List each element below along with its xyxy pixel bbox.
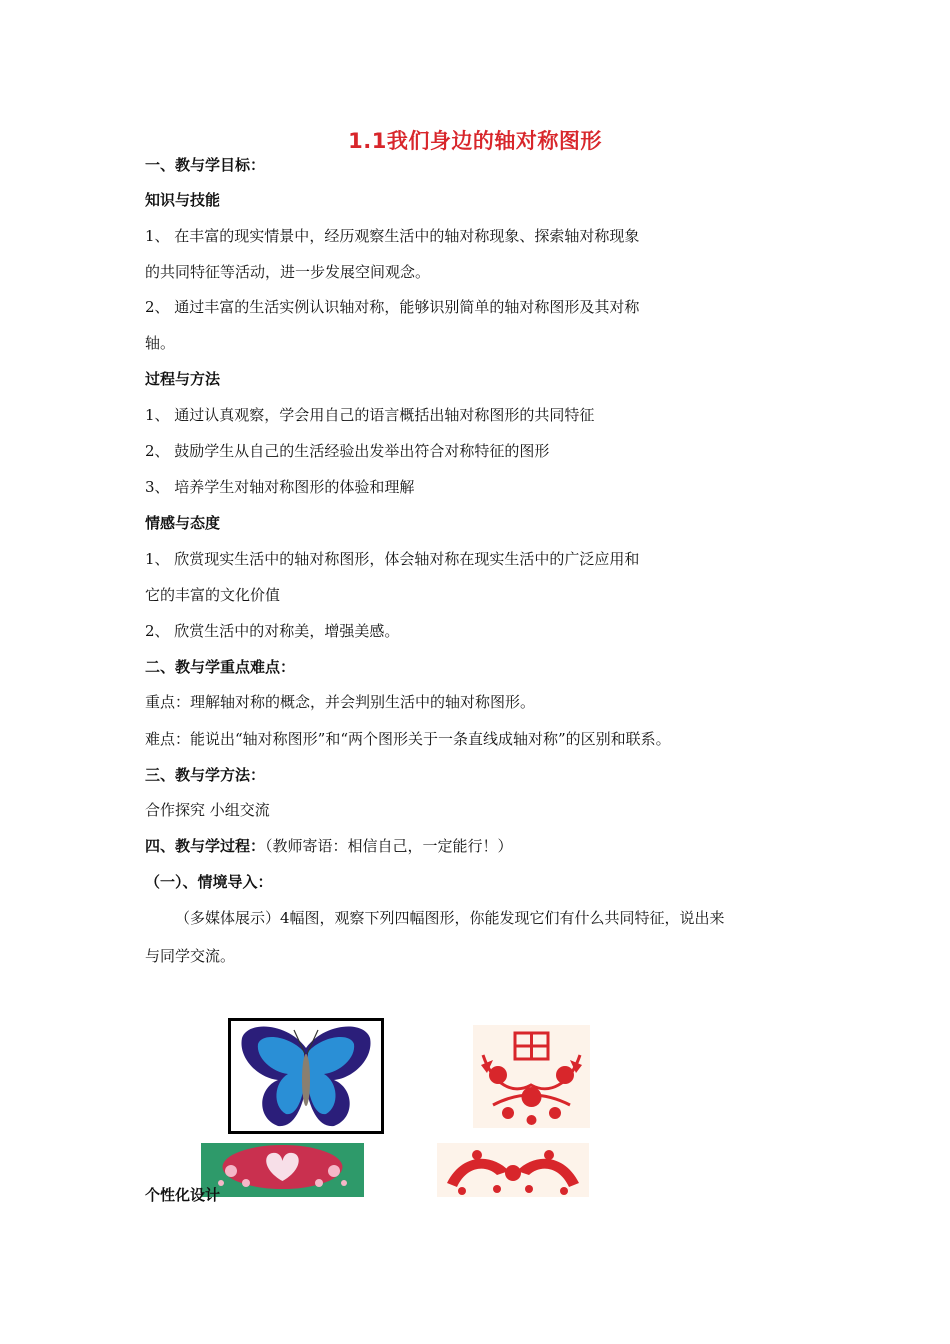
emotion-item-1a: 1、 欣赏现实生活中的轴对称图形，体会轴对称在现实生活中的广泛应用和: [145, 550, 640, 568]
teacher-message: （教师寄语：相信自己，一定能行！）: [265, 837, 513, 855]
emotion-item-1b: 它的丰富的文化价值: [145, 586, 281, 604]
butterfly-icon: [228, 1018, 384, 1134]
subheading-emotion: 情感与态度: [145, 514, 221, 532]
process-item-1: 1、 通过认真观察，学会用自己的语言概括出轴对称图形的共同特征: [145, 406, 595, 424]
section-heading-key-points: 二、教与学重点难点：: [145, 658, 296, 676]
fractal-icon: [201, 1143, 364, 1197]
subheading-knowledge: 知识与技能: [145, 191, 221, 209]
knowledge-item-2a: 2、 通过丰富的生活实例认识轴对称，能够识别简单的轴对称图形及其对称: [145, 298, 640, 316]
sidebar-label: 个性化设计: [145, 1186, 221, 1204]
section-process-line: [145, 836, 513, 856]
process-item-2: 2、 鼓励学生从自己的生活经验出发举出符合对称特征的图形: [145, 442, 550, 460]
fractal-image: [201, 1143, 364, 1197]
papercut-birds-image: [437, 1143, 589, 1197]
process-item-3: 3、 培养学生对轴对称图形的体验和理解: [145, 478, 415, 496]
difficult-point-text: 难点：能说出“轴对称图形”和“两个图形关于一条直线成轴对称”的区别和联系。: [145, 730, 671, 748]
butterfly-image: [228, 1018, 384, 1134]
subheading-process: 过程与方法: [145, 370, 221, 388]
intro-text-a: （多媒体展示）4幅图，观察下列四幅图形，你能发现它们有什么共同特征，说出来: [175, 909, 725, 927]
papercut-icon: [473, 1025, 590, 1128]
knowledge-item-1b: 的共同特征等活动，进一步发展空间观念。: [145, 263, 431, 281]
papercut-birds-icon: [437, 1143, 589, 1197]
intro-text-b: 与同学交流。: [145, 947, 236, 965]
page-title: 1.1我们身边的轴对称图形: [348, 129, 602, 153]
section-heading-methods: 三、教与学方法：: [145, 766, 266, 784]
key-point-text: 重点：理解轴对称的概念，并会判别生活中的轴对称图形。: [145, 693, 536, 711]
papercut-double-happiness-image: [473, 1025, 590, 1128]
methods-text: 合作探究 小组交流: [145, 801, 270, 819]
section-heading-goals: 一、教与学目标：: [145, 156, 266, 174]
knowledge-item-1a: 1、 在丰富的现实情景中，经历观察生活中的轴对称现象、探索轴对称现象: [145, 227, 640, 245]
section-heading-process: 四、教与学过程：: [145, 837, 266, 855]
subheading-scene-intro: （一）、情境导入：: [145, 873, 273, 891]
knowledge-item-2b: 轴。: [145, 334, 176, 352]
emotion-item-2: 2、 欣赏生活中的对称美，增强美感。: [145, 622, 400, 640]
